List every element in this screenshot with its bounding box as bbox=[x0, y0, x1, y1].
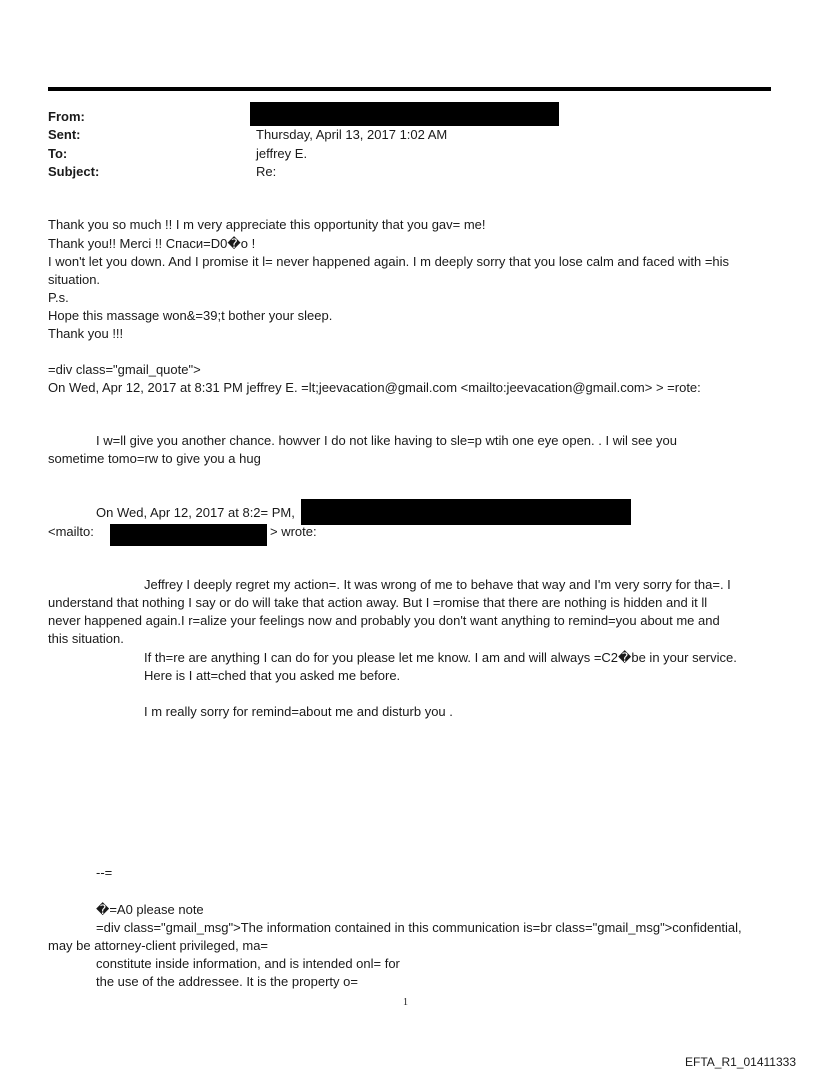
document-id: EFTA_R1_01411333 bbox=[685, 1055, 796, 1069]
body-line: Hope this massage won&=39;t bother your sleep. bbox=[48, 308, 333, 323]
body-line: constitute inside information, and is intended onl= for bbox=[96, 956, 400, 971]
quote-attribution: On Wed, Apr 12, 2017 at 8:31 PM jeffrey E. =lt;jeevacation@gmail.com <mailto:jeevacation@gmail.com> > =rote: bbox=[48, 380, 701, 395]
body-line: Thank you so much !! I m very appreciate this opportunity that you gav= me! bbox=[48, 217, 486, 232]
body-line: �=A0 please note bbox=[96, 902, 204, 917]
body-line: Thank you!! Merci !! Спаси=D0�o ! bbox=[48, 236, 256, 251]
mailto-suffix: > wrote: bbox=[270, 524, 317, 539]
to-label: To: bbox=[48, 146, 68, 161]
body-line: sometime tomo=rw to give you a hug bbox=[48, 451, 261, 466]
subject-label: Subject: bbox=[48, 164, 100, 179]
to-value: jeffrey E. bbox=[256, 146, 308, 161]
body-line: may be attorney-client privileged, ma= bbox=[48, 938, 269, 953]
body-line: =div class="gmail_quote"> bbox=[48, 362, 201, 377]
body-line: =div class="gmail_msg">The information contained in this communication is=br class="gmail_msg">confidential, bbox=[96, 920, 742, 935]
body-line: If th=re are anything I can do for you please let me know. I am and will always =C2�be in your service. bbox=[144, 650, 737, 665]
body-line: Jeffrey I deeply regret my action=. It was wrong of me to behave that way and I'm very sorry for tha=. I bbox=[144, 577, 731, 592]
body-line: never happened again.I r=alize your feelings now and probably you don't want anything to remind=you about me and bbox=[48, 613, 720, 628]
page-number: 1 bbox=[403, 997, 408, 1008]
body-line: this situation. bbox=[48, 631, 124, 646]
mailto-prefix: <mailto: bbox=[48, 524, 94, 539]
signature-separator: --= bbox=[96, 865, 113, 880]
body-line: I won't let you down. And I promise it l= never happened again. I m deeply sorry that you lose calm and faced with =his bbox=[48, 254, 730, 269]
body-line: the use of the addressee. It is the property o= bbox=[96, 974, 358, 989]
body-line: P.s. bbox=[48, 290, 69, 305]
body-line: situation. bbox=[48, 272, 101, 287]
sender-redaction bbox=[301, 499, 631, 525]
header-rule bbox=[48, 87, 771, 91]
from-redaction bbox=[250, 102, 559, 126]
body-line: I w=ll give you another chance. howver I do not like having to sle=p wtih one eye open. . I wil see you bbox=[96, 433, 678, 448]
sent-label: Sent: bbox=[48, 127, 81, 142]
subject-value: Re: bbox=[256, 164, 277, 179]
body-line: Here is I att=ched that you asked me before. bbox=[144, 668, 401, 683]
body-line: understand that nothing I say or do will take that action away. But I =romise that there are nothing is hidden and it ll bbox=[48, 595, 708, 610]
sent-value: Thursday, April 13, 2017 1:02 AM bbox=[256, 127, 448, 142]
mailto-redaction bbox=[110, 524, 267, 546]
body-line: I m really sorry for remind=about me and disturb you . bbox=[144, 704, 453, 719]
from-label: From: bbox=[48, 109, 85, 124]
body-line: Thank you !!! bbox=[48, 326, 124, 341]
quote-attribution: On Wed, Apr 12, 2017 at 8:2= PM, bbox=[96, 505, 295, 520]
